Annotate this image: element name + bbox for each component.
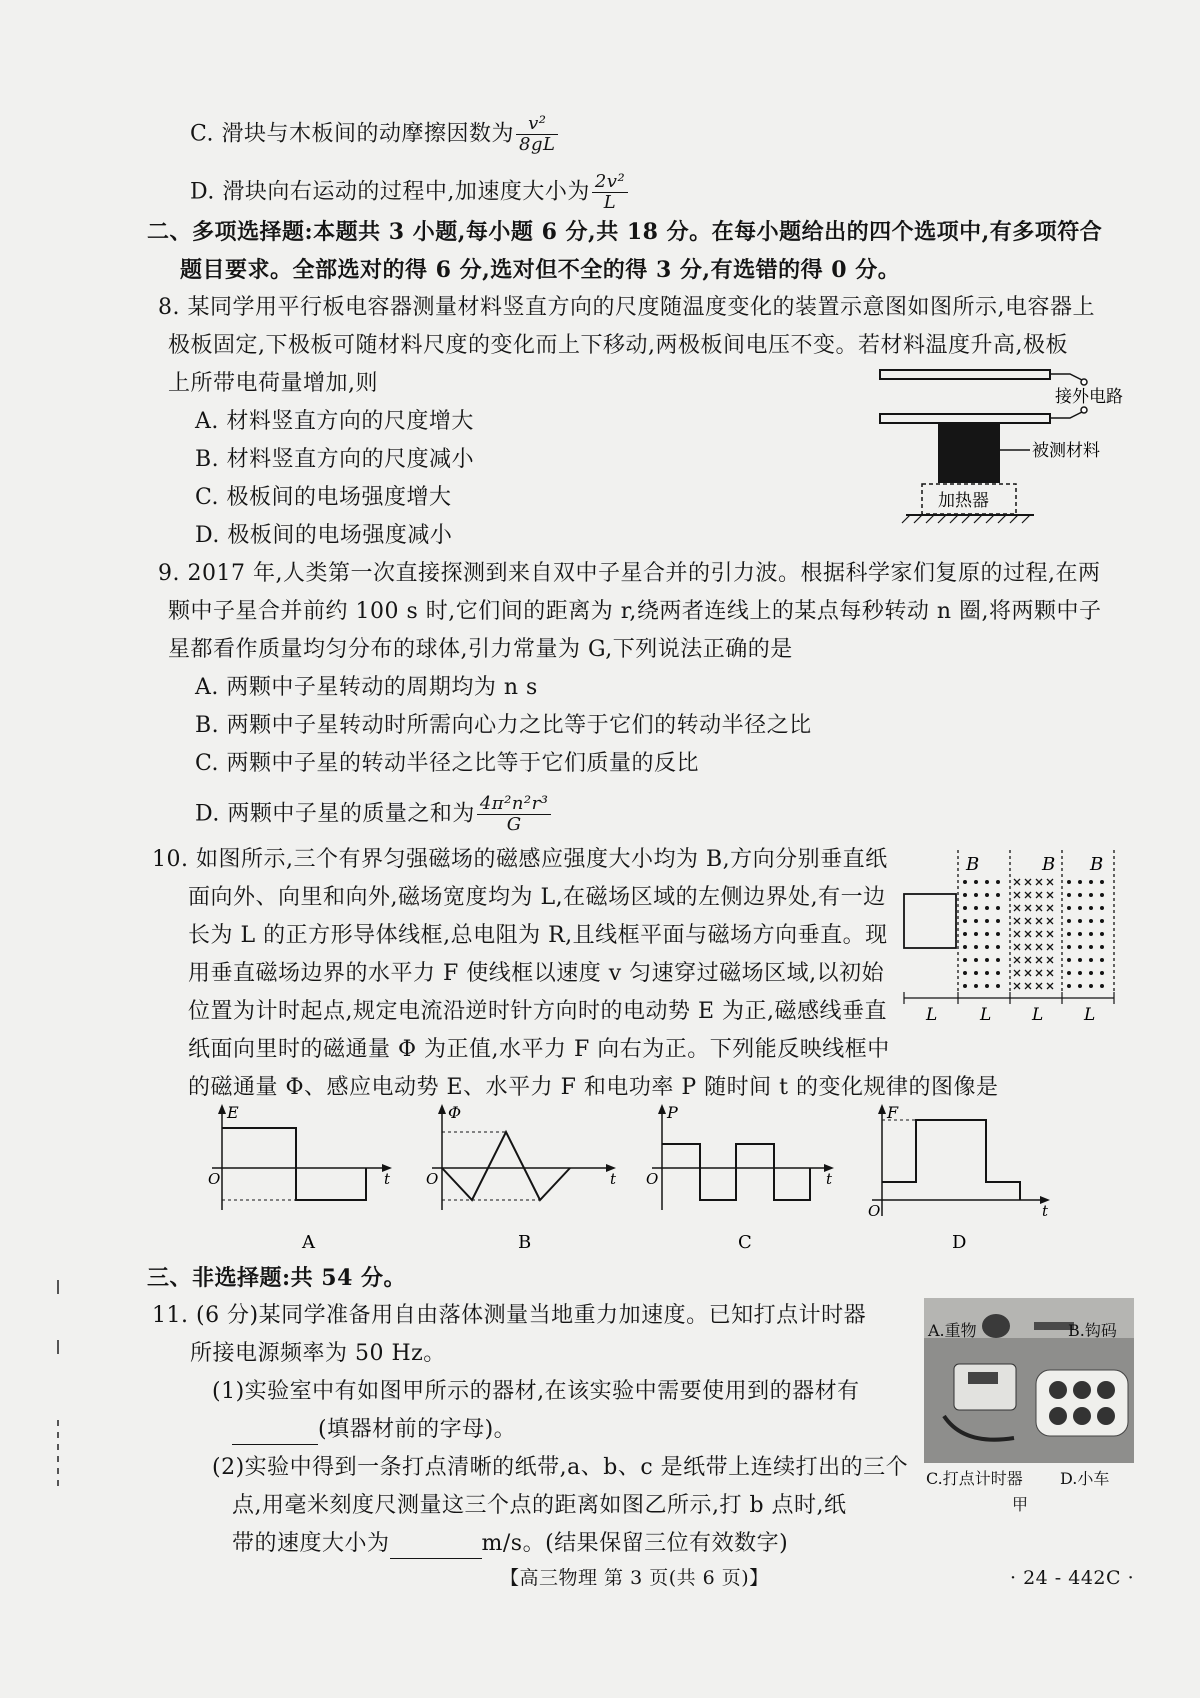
- q9-option-d-fraction: $\frac{\text{4π²n²r³}}{G}$: [477, 794, 552, 835]
- field-out-dot: [974, 958, 978, 962]
- field-out-dot: [1078, 971, 1082, 975]
- field-out-dot: [1100, 919, 1104, 923]
- dim-label-l3: L: [1032, 1005, 1044, 1025]
- graph-b-option-label: B: [518, 1232, 532, 1253]
- graph-c-origin: O: [646, 1170, 659, 1188]
- q8-fig-heater-label: 加热器: [938, 491, 989, 511]
- field-out-dot: [974, 945, 978, 949]
- field-out-dot: [1100, 971, 1104, 975]
- field-in-cross: [1047, 905, 1053, 911]
- q8-stem-line3: 上所带电荷量增加,则: [168, 371, 378, 396]
- q8-stem-line2: 极板固定,下极板可随材料尺度的变化而上下移动,两极板间电压不变。若材料温度升高,极板: [168, 333, 1068, 358]
- field-in-cross: [1014, 957, 1020, 963]
- field-in-cross: [1025, 931, 1031, 937]
- q8-stem-line1: 8. 某同学用平行板电容器测量材料竖直方向的尺度随温度变化的装置示意图如图所示,电容器上: [158, 295, 1095, 320]
- field-out-dot: [985, 880, 989, 884]
- field-out-dot: [1100, 906, 1104, 910]
- field-out-dot: [963, 958, 967, 962]
- field-out-dot: [996, 932, 1000, 936]
- field-out-dot: [1078, 919, 1082, 923]
- field-in-cross: [1036, 957, 1042, 963]
- graph-c-t-label: t: [826, 1170, 833, 1188]
- terminal-icon: [1081, 379, 1087, 385]
- graph-b-axis-label: Φ: [448, 1103, 462, 1122]
- timer-icon: [954, 1364, 1016, 1410]
- dim-label-l1: L: [926, 1005, 938, 1025]
- field-in-cross: [1025, 892, 1031, 898]
- field-out-dot: [985, 984, 989, 988]
- photo-label-a: A.重物: [928, 1321, 977, 1340]
- field-in-cross: [1014, 983, 1020, 989]
- field-out-dot: [974, 906, 978, 910]
- field-out-dot: [1067, 906, 1071, 910]
- lower-plate: [880, 414, 1050, 423]
- field-in-cross: [1014, 931, 1020, 937]
- field-out-dot: [996, 906, 1000, 910]
- q10-stem-line1: 10. 如图所示,三个有界匀强磁场的磁感应强度大小均为 B,方向分别垂直纸: [152, 847, 888, 872]
- field-in-cross: [1025, 983, 1031, 989]
- field-out-dot: [1089, 906, 1093, 910]
- field-out-dot: [1089, 958, 1093, 962]
- field-out-dot: [963, 971, 967, 975]
- field-in-cross: [1014, 970, 1020, 976]
- field-out-dot: [1067, 945, 1071, 949]
- field-out-dot: [1067, 932, 1071, 936]
- field-out-dot: [1067, 880, 1071, 884]
- q8-option-d: D. 极板间的电场强度减小: [195, 523, 453, 548]
- dimension-lines: [904, 992, 1114, 1004]
- field-out-dot: [963, 906, 967, 910]
- field-out-dot: [985, 971, 989, 975]
- q10-stem-line2: 面向外、向里和向外,磁场宽度均为 L,在磁场区域的左侧边界处,有一边: [188, 885, 886, 910]
- q9-option-b: B. 两颗中子星转动时所需向心力之比等于它们的转动半径之比: [195, 713, 812, 738]
- field-in-cross: [1036, 918, 1042, 924]
- graph-a-t-label: t: [384, 1170, 391, 1188]
- field-out-dot: [1100, 945, 1104, 949]
- field-out-dot: [985, 906, 989, 910]
- field-in-cross: [1014, 892, 1020, 898]
- field-out-dot: [1089, 971, 1093, 975]
- field-in-cross: [1047, 957, 1053, 963]
- field-out-dot: [1078, 906, 1082, 910]
- field-out-dot: [963, 932, 967, 936]
- q9-option-c: C. 两颗中子星的转动半径之比等于它们质量的反比: [195, 751, 700, 776]
- field-out-dot: [1089, 945, 1093, 949]
- field-out-dot: [996, 984, 1000, 988]
- field-in-cross: [1047, 970, 1053, 976]
- field-in-cross: [1036, 892, 1042, 898]
- field-out-dot: [996, 880, 1000, 884]
- q7-option-d-text: D. 滑块向右运动的过程中,加速度大小为: [190, 179, 590, 205]
- field-out-dot: [1089, 880, 1093, 884]
- graph-c: [646, 1103, 834, 1253]
- binding-marks: [50, 1270, 70, 1530]
- field-in-cross: [1025, 918, 1031, 924]
- q9-option-d: [195, 794, 551, 835]
- field-in-cross: [1047, 931, 1053, 937]
- q9-option-d-text: D. 两颗中子星的质量之和为: [195, 801, 475, 827]
- field-out-dot: [996, 919, 1000, 923]
- field-in-cross: [1025, 957, 1031, 963]
- field-in-cross: [1036, 931, 1042, 937]
- field-out-dot: [963, 945, 967, 949]
- field-out-dot: [1078, 880, 1082, 884]
- section2-line2: 题目要求。全部选对的得 6 分,选对但不全的得 3 分,有选错的得 0 分。: [180, 257, 901, 283]
- field-in-cross: [1025, 944, 1031, 950]
- q8-fig-circuit-label: 接外电路: [1055, 387, 1123, 407]
- field-out-dot: [1100, 932, 1104, 936]
- graph-a-axis-label: E: [227, 1103, 239, 1122]
- field-in-cross: [1014, 905, 1020, 911]
- field-in-cross: [1014, 918, 1020, 924]
- field-out-dot: [1100, 880, 1104, 884]
- weight-icon: [982, 1314, 1010, 1338]
- q11-stem-line2: 所接电源频率为 50 Hz。: [190, 1341, 446, 1366]
- field-out-dot: [1078, 932, 1082, 936]
- field-in-cross: [1036, 944, 1042, 950]
- q9-stem-line2: 颗中子星合并前约 100 s 时,它们间的距离为 r,绕两者连线上的某点每秒转动 n 圈,将两颗中子: [168, 599, 1102, 624]
- field-out-dot: [985, 893, 989, 897]
- q10-stem-line4: 用垂直磁场边界的水平力 F 使线框以速度 v 匀速穿过磁场区域,以初始: [188, 961, 885, 986]
- field-out-dot: [974, 919, 978, 923]
- field-out-dot: [1078, 945, 1082, 949]
- graph-c-axis-label: P: [667, 1103, 678, 1122]
- field-out-dot: [1100, 893, 1104, 897]
- field-out-dot: [1067, 893, 1071, 897]
- material-block: [938, 423, 1000, 483]
- q8-option-c: C. 极板间的电场强度增大: [195, 485, 452, 510]
- field-out-dot: [974, 984, 978, 988]
- q11-equipment-photo: [924, 1298, 1134, 1463]
- field-out-dot: [996, 958, 1000, 962]
- field-out-dot: [985, 932, 989, 936]
- section2-line1: 二、多项选择题:本题共 3 小题,每小题 6 分,共 18 分。在每小题给出的四个选项中,有多项符合: [147, 219, 1103, 245]
- field-in-cross: [1014, 944, 1020, 950]
- photo-caption: 甲: [1012, 1495, 1029, 1514]
- q11-answer-blank-2[interactable]: [390, 1530, 482, 1559]
- photo-label-d: D.小车: [1060, 1469, 1110, 1488]
- field-out-dot: [1089, 984, 1093, 988]
- field-out-dot: [985, 919, 989, 923]
- q9-stem-line1: 9. 2017 年,人类第一次直接探测到来自双中子星合并的引力波。根据科学家们复原的过程,在两: [158, 561, 1101, 586]
- field-out-dot: [974, 880, 978, 884]
- q10-stem-line6: 纸面向里时的磁通量 Φ 为正值,水平力 F 向右为正。下列能反映线框中: [188, 1037, 890, 1062]
- q7-option-c-fraction: $\frac{\text{v²}}{8gL}$: [516, 114, 558, 155]
- field-out-dot: [996, 945, 1000, 949]
- square-loop: [904, 894, 956, 948]
- footer-page-info: 【高三物理 第 3 页(共 6 页)】: [500, 1567, 769, 1589]
- graph-a-origin: O: [208, 1170, 221, 1188]
- graph-d-origin: O: [868, 1202, 881, 1220]
- q10-stem-line5: 位置为计时起点,规定电流沿逆时针方向时的电动势 E 为正,磁感线垂直: [188, 999, 888, 1024]
- field-in-cross: [1025, 905, 1031, 911]
- field-label-b1: B: [966, 854, 980, 875]
- photo-label-b: B.钩码: [1068, 1321, 1117, 1340]
- q8-fig-material-label: 被测材料: [1032, 441, 1100, 461]
- graph-b-t-label: t: [610, 1170, 617, 1188]
- field-out-dot: [974, 971, 978, 975]
- field-out-dot: [1067, 958, 1071, 962]
- upper-plate: [880, 370, 1050, 379]
- q10-stem-line3: 长为 L 的正方形导体线框,总电阻为 R,且线框平面与磁场方向垂直。现: [188, 923, 888, 948]
- field-out-dot: [1089, 893, 1093, 897]
- field-in-cross: [1025, 970, 1031, 976]
- field-out-dot: [1067, 919, 1071, 923]
- q10-stem-line7: 的磁通量 Φ、感应电动势 E、水平力 F 和电功率 P 随时间 t 的变化规律的图像是: [188, 1075, 999, 1100]
- field-out-dot: [985, 958, 989, 962]
- q7-option-d-fraction: $\frac{\text{2v²}}{L}$: [592, 172, 628, 213]
- q10-answer-graphs: [200, 1100, 1080, 1260]
- field-in-cross: [1036, 970, 1042, 976]
- dim-label-l4: L: [1084, 1005, 1096, 1025]
- field-out-dot: [963, 984, 967, 988]
- field-out-dot: [1089, 919, 1093, 923]
- field-out-dot: [1100, 984, 1104, 988]
- graph-b: [426, 1103, 617, 1253]
- terminal-icon: [1081, 407, 1087, 413]
- q11-part2-line1: (2)实验中得到一条打点清晰的纸带,a、b、c 是纸带上连续打出的三个: [212, 1455, 909, 1480]
- field-out-dot: [985, 945, 989, 949]
- field-in-cross: [1025, 879, 1031, 885]
- q8-option-a: A. 材料竖直方向的尺度增大: [195, 409, 474, 434]
- cart-icon: [1036, 1370, 1128, 1436]
- q10-field-figure: [898, 846, 1178, 1026]
- field-label-b2: B: [1042, 854, 1056, 875]
- graph-d: [868, 1103, 1050, 1253]
- q11-answer-blank-1[interactable]: [232, 1416, 318, 1445]
- field-in-cross: [1047, 879, 1053, 885]
- field-in-cross: [1036, 905, 1042, 911]
- field-in-cross: [1036, 983, 1042, 989]
- q11-part2-line2: 点,用毫米刻度尺测量这三个点的距离如图乙所示,打 b 点时,纸: [232, 1493, 847, 1518]
- graph-d-option-label: D: [952, 1232, 967, 1253]
- field-label-b3: B: [1090, 854, 1104, 875]
- q9-option-a: A. 两颗中子星转动的周期均为 n s: [195, 675, 538, 700]
- q11-part1-line2: (填器材前的字母)。: [232, 1416, 516, 1445]
- q7-option-c-text: C. 滑块与木板间的动摩擦因数为: [190, 121, 515, 147]
- q8-capacitor-figure: [870, 360, 1170, 530]
- field-out-dot: [1078, 958, 1082, 962]
- graph-a-option-label: A: [302, 1232, 315, 1253]
- field-marks: [963, 879, 1104, 989]
- photo-label-c: C.打点计时器: [926, 1469, 1023, 1488]
- field-out-dot: [963, 880, 967, 884]
- ground-hatch: [902, 515, 1030, 523]
- field-out-dot: [963, 893, 967, 897]
- field-out-dot: [1089, 932, 1093, 936]
- field-out-dot: [974, 932, 978, 936]
- field-in-cross: [1047, 892, 1053, 898]
- graph-b-origin: O: [426, 1170, 439, 1188]
- footer-code: · 24 - 442C ·: [1010, 1567, 1135, 1589]
- field-out-dot: [1078, 893, 1082, 897]
- q7-option-d: [190, 172, 628, 213]
- graph-c-option-label: C: [738, 1232, 752, 1253]
- field-out-dot: [996, 971, 1000, 975]
- section3-heading: 三、非选择题:共 54 分。: [147, 1265, 407, 1291]
- q11-part2-line3: 带的速度大小为 m/s。(结果保留三位有效数字): [232, 1530, 788, 1559]
- field-in-cross: [1047, 918, 1053, 924]
- field-out-dot: [1067, 971, 1071, 975]
- field-out-dot: [974, 893, 978, 897]
- field-out-dot: [996, 893, 1000, 897]
- field-out-dot: [1100, 958, 1104, 962]
- graph-a: [208, 1103, 392, 1253]
- dim-label-l2: L: [980, 1005, 992, 1025]
- q7-option-c: [190, 114, 558, 155]
- field-out-dot: [963, 919, 967, 923]
- q9-stem-line3: 星都看作质量均匀分布的球体,引力常量为 G,下列说法正确的是: [168, 637, 793, 662]
- field-in-cross: [1014, 879, 1020, 885]
- graph-d-t-label: t: [1042, 1202, 1049, 1220]
- field-out-dot: [1078, 984, 1082, 988]
- field-out-dot: [1067, 984, 1071, 988]
- q8-option-b: B. 材料竖直方向的尺度减小: [195, 447, 475, 472]
- graph-d-axis-label: F: [887, 1103, 899, 1122]
- q11-part1-line1: (1)实验室中有如图甲所示的器材,在该实验中需要使用到的器材有: [212, 1379, 860, 1404]
- field-in-cross: [1036, 879, 1042, 885]
- field-in-cross: [1047, 983, 1053, 989]
- field-in-cross: [1047, 944, 1053, 950]
- q11-stem-line1: 11. (6 分)某同学准备用自由落体测量当地重力加速度。已知打点计时器: [152, 1303, 867, 1328]
